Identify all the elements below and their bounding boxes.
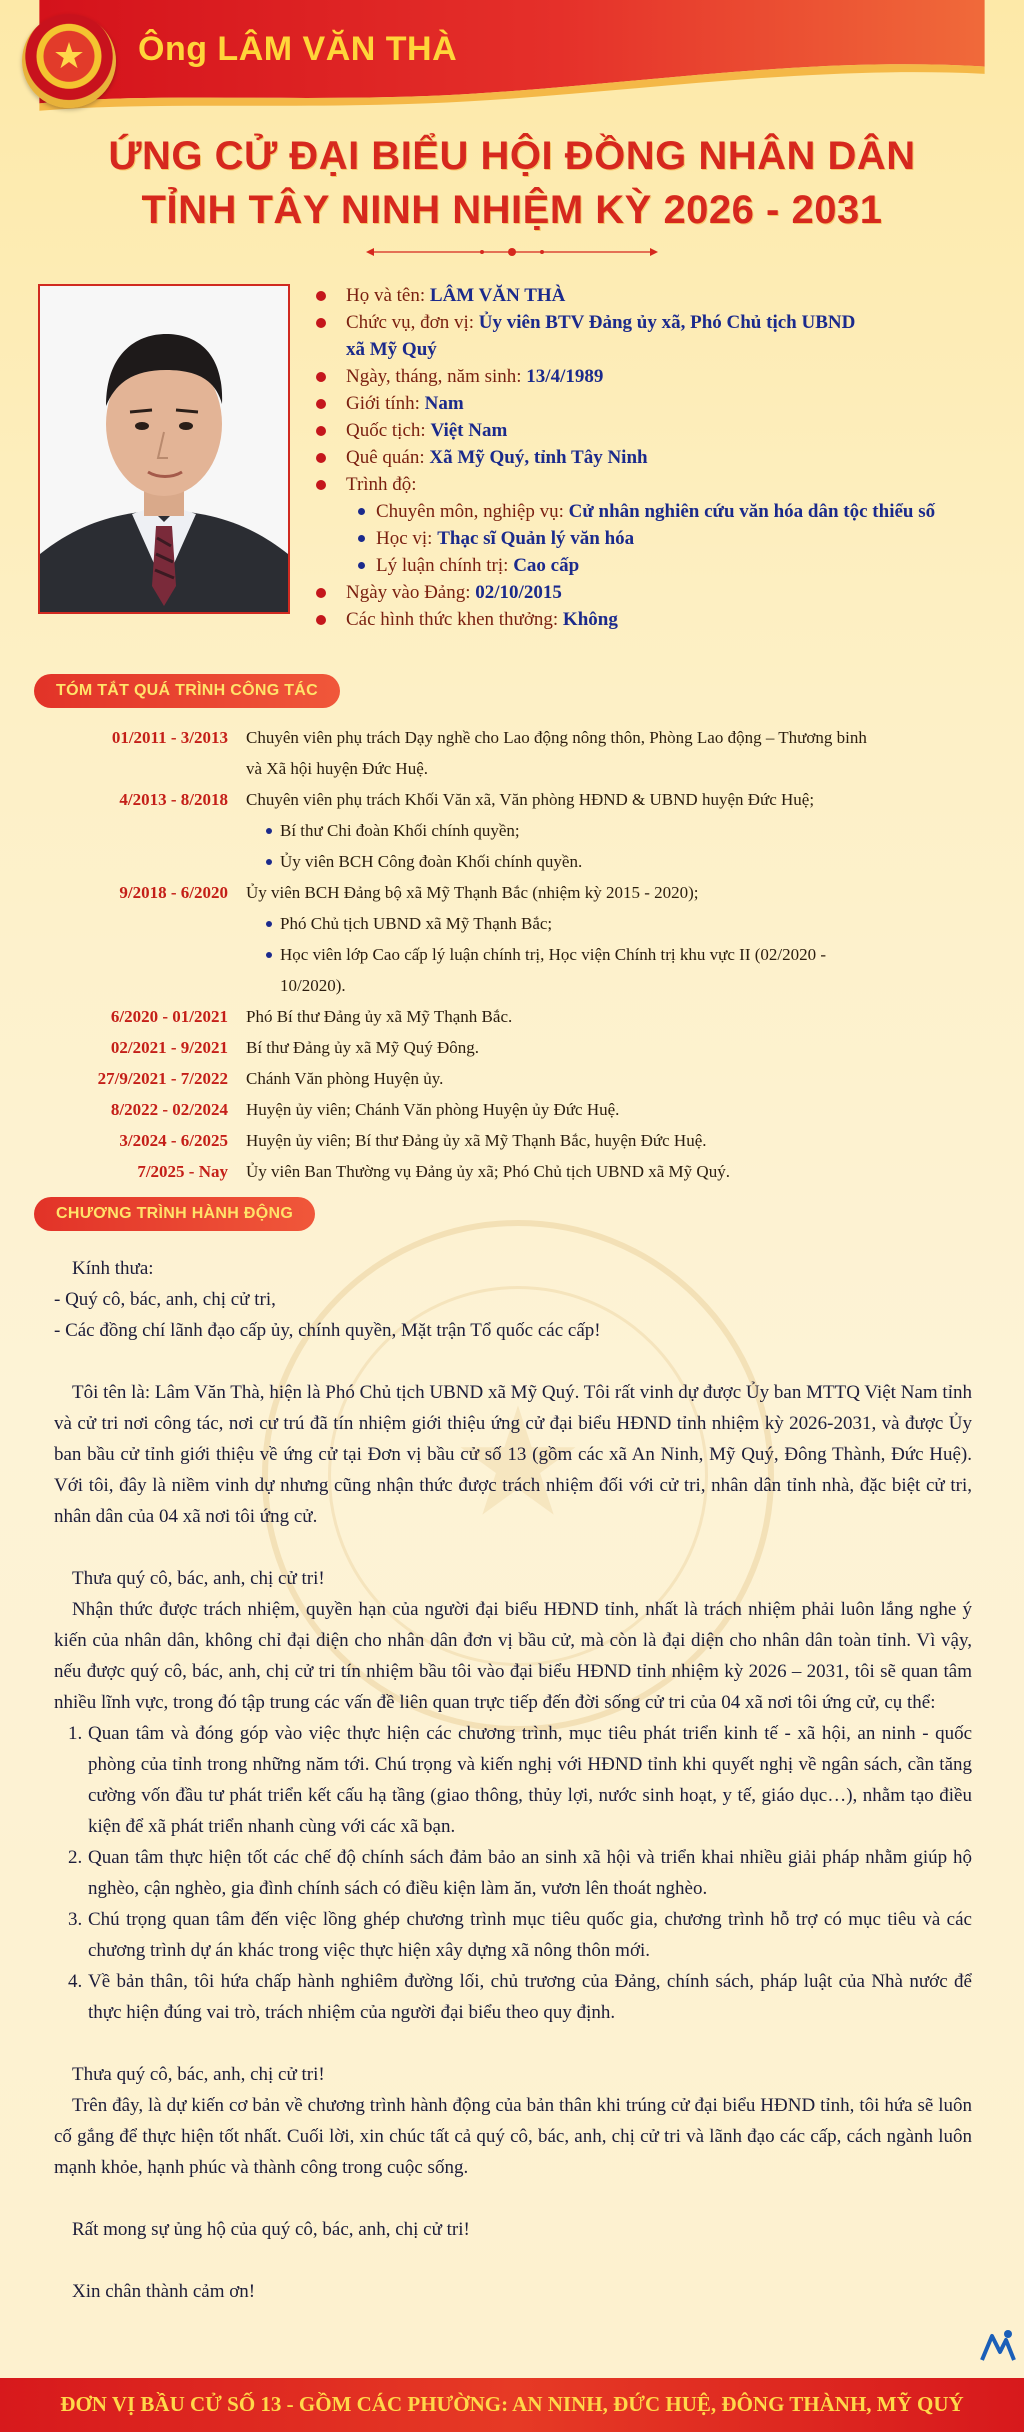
national-emblem-icon: ★ <box>22 14 116 108</box>
pledge-item: 3. Chú trọng quan tâm đến việc lồng ghép chương trình mục tiêu quốc gia, chương trình hỗ trợ có mục tiêu và các chương trình dự án khác trong việc thực hiện xây dựng xã nông thôn mới. <box>68 1909 972 1961</box>
publisher-logo-icon <box>978 2326 1018 2366</box>
speech-greet-leaders: - Các đồng chí lãnh đạo cấp ủy, chính quyền, Mặt trận Tổ quốc các cấp! <box>54 1320 601 1341</box>
spacer <box>54 2183 972 2214</box>
timeline-desc: Huyện ủy viên; Bí thư Đảng ủy xã Mỹ Thạnh Bắc, huyện Đức Huệ. <box>246 1131 707 1150</box>
info-education: Trình độ: <box>316 471 1006 498</box>
main-title-line2: TỈNH TÂY NINH NHIỆM KỲ 2026 - 2031 <box>141 188 883 232</box>
timeline-date: 02/2021 - 9/2021 <box>110 1038 228 1057</box>
timeline-date: 01/2011 - 3/2013 <box>111 728 228 747</box>
info-degree: Học vị: Thạc sĩ Quản lý văn hóa <box>316 525 1006 552</box>
main-title-line1: ỨNG CỬ ĐẠI BIỂU HỘI ĐỒNG NHÂN DÂN <box>108 134 916 178</box>
timeline-date: 8/2022 - 02/2024 <box>110 1100 228 1119</box>
timeline-bullet: Học viên lớp Cao cấp lý luận chính trị, Học viện Chính trị khu vực II (02/2020 - <box>266 939 1000 970</box>
timeline-bullet: Bí thư Chi đoàn Khối chính quyền; <box>266 815 1000 846</box>
timeline-desc: Huyện ủy viên; Chánh Văn phòng Huyện ủy Đức Huệ. <box>246 1100 620 1119</box>
footer-electoral-unit: ĐƠN VỊ BẦU CỬ SỐ 13 - GỒM CÁC PHƯỜNG: AN NINH, ĐỨC HUỆ, ĐÔNG THÀNH, MỸ QUÝ <box>60 2392 964 2416</box>
timeline-bullet-cont: 10/2020). <box>280 976 346 995</box>
work-history-heading: TÓM TẮT QUÁ TRÌNH CÔNG TÁC <box>34 674 340 708</box>
timeline-desc: Ủy viên BCH Đảng bộ xã Mỹ Thạnh Bắc (nhiệm kỳ 2015 - 2020); <box>246 883 699 902</box>
info-position-cont: xã Mỹ Quý <box>346 339 437 360</box>
timeline-desc: Bí thư Đảng ủy xã Mỹ Quý Đông. <box>246 1038 480 1057</box>
portrait-illustration <box>40 286 288 612</box>
speech-greeting: Kính thưa: <box>72 1258 154 1279</box>
footer-band <box>0 2378 1024 2432</box>
timeline-desc: Chuyên viên phụ trách Dạy nghề cho Lao động nông thôn, Phòng Lao động – Thương binh <box>246 728 867 747</box>
speech-address: Thưa quý cô, bác, anh, chị cử tri! <box>72 1568 325 1589</box>
timeline-date: 6/2020 - 01/2021 <box>110 1007 228 1026</box>
timeline-date: 4/2013 - 8/2018 <box>119 790 228 809</box>
pledge-item: 1. Quan tâm và đóng góp vào việc thực hiện các chương trình, mục tiêu phát triển kinh tế - xã hội, an ninh - quốc phòng của tỉnh trong những năm tới. Chú trọng và kiến nghị với HĐND tỉnh khi quyết nghị về ngân sách, cần tăng cường vốn đầu tư phát triển kết cấu hạ tầng (giao thông, thủy lợi, nước sinh hoạt, y tế, giáo dục…), nhằm tạo điều kiện để xã phát triển nhanh cùng với các xã bạn. <box>68 1723 972 1837</box>
speech-support: Rất mong sự ủng hộ của quý cô, bác, anh, chị cử tri! <box>72 2219 470 2240</box>
timeline-date: 27/9/2021 - 7/2022 <box>97 1069 228 1088</box>
timeline-date: 7/2025 - Nay <box>137 1162 228 1181</box>
info-gender: Giới tính: Nam <box>316 390 1006 417</box>
speech-body-paragraph: Nhận thức được trách nhiệm, quyền hạn của người đại biểu HĐND tỉnh, nhất là trách nhiệm phải luôn lắng nghe ý kiến của nhân dân, không chỉ đại diện cho nhân dân đơn vị bầu cử, mà còn là đại diện cho nhân dân toàn tỉnh. Vì vậy, nếu được quý cô, bác, anh, chị cử tri tín nhiệm bầu tôi vào đại biểu HĐND tỉnh nhiệm kỳ 2026 – 2031, tôi sẽ quan tâm nhiều lĩnh vực, trong đó tập trung các vấn đề liên quan trực tiếp đến đời sống cử tri của 04 xã nơi tôi ứng cử, cụ thể: <box>54 1599 972 1713</box>
info-dob: Ngày, tháng, năm sinh: 13/4/1989 <box>316 363 1006 390</box>
info-full-name: Họ và tên: LÂM VĂN THÀ <box>316 282 1006 309</box>
spacer <box>54 1346 972 1377</box>
timeline-date: 9/2018 - 6/2020 <box>119 883 228 902</box>
info-party-date: Ngày vào Đảng: 02/10/2015 <box>316 579 1006 606</box>
timeline-desc: Chuyên viên phụ trách Khối Văn xã, Văn phòng HĐND & UBND huyện Đức Huệ; <box>246 790 815 809</box>
candidate-portrait <box>38 284 290 614</box>
info-specialty: Chuyên môn, nghiệp vụ: Cử nhân nghiên cứu văn hóa dân tộc thiểu số <box>316 498 1006 525</box>
info-position: Chức vụ, đơn vị: Ủy viên BTV Đảng ủy xã, Phó Chủ tịch UBND <box>316 309 1006 336</box>
timeline-desc: Chánh Văn phòng Huyện ủy. <box>246 1069 444 1088</box>
speech-intro: Tôi tên là: Lâm Văn Thà, hiện là Phó Chủ tịch UBND xã Mỹ Quý. Tôi rất vinh dự được Ủy ban MTTQ Việt Nam tỉnh và cử tri nơi công tác, nơi cư trú đã tín nhiệm giới thiệu ứng cử đại biểu HĐND tỉnh nhiệm kỳ 2026-2031, và được Ủy ban bầu cử tỉnh giới thiệu về ứng cử tại Đơn vị bầu cử số 13 (gồm các xã An Ninh, Mỹ Quý, Đông Thành, Đức Huệ). Với tôi, đây là niềm vinh dự nhưng cũng nhận thức được trách nhiệm đối với cử tri, nhân dân tỉnh nhà, đặc biệt cử tri, nhân dân của 04 xã nơi tôi ứng cử. <box>54 1382 972 1527</box>
speech-body <box>54 1253 972 2307</box>
speech-thanks: Xin chân thành cảm ơn! <box>72 2281 256 2302</box>
speech-address: Thưa quý cô, bác, anh, chị cử tri! <box>72 2064 325 2085</box>
info-hometown: Quê quán: Xã Mỹ Quý, tỉnh Tây Ninh <box>316 444 1006 471</box>
pledge-item: 2. Quan tâm thực hiện tốt các chế độ chính sách đảm bảo an sinh xã hội và triển khai nhiều giải pháp nhằm giúp hộ nghèo, cận nghèo, gia đình chính sách có điều kiện làm ăn, vươn lên thoát nghèo. <box>68 1847 972 1899</box>
candidate-name-heading: Ông LÂM VĂN THÀ <box>138 30 458 68</box>
speech-greet-voters: - Quý cô, bác, anh, chị cử tri, <box>54 1289 276 1310</box>
title-divider-ornament <box>362 246 662 258</box>
timeline-bullet: Ủy viên BCH Công đoàn Khối chính quyền. <box>266 846 1000 877</box>
spacer <box>54 1532 972 1563</box>
action-program-heading: CHƯƠNG TRÌNH HÀNH ĐỘNG <box>34 1197 315 1231</box>
spacer <box>54 2245 972 2276</box>
candidate-info-list <box>316 282 1006 633</box>
timeline-bullet: Phó Chủ tịch UBND xã Mỹ Thạnh Bắc; <box>266 908 1000 939</box>
pledge-item: 4. Về bản thân, tôi hứa chấp hành nghiêm đường lối, chủ trương của Đảng, chính sách, pháp luật của Nhà nước để thực hiện đúng vai trò, trách nhiệm của người đại biểu theo quy định. <box>68 1971 972 2023</box>
timeline-desc: Phó Bí thư Đảng ủy xã Mỹ Thạnh Bắc. <box>246 1007 513 1026</box>
speech-closing: Trên đây, là dự kiến cơ bản về chương trình hành động của bản thân khi trúng cử đại biểu HĐND tỉnh, tôi hứa sẽ luôn cố gắng để thực hiện tốt nhất. Cuối lời, xin chúc tất cả quý cô, bác, anh, chị cử tri và lãnh đạo các cấp, cách ngành luôn mạnh khỏe, hạnh phúc và thành công trong cuộc sống. <box>54 2095 972 2178</box>
timeline-desc: và Xã hội huyện Đức Huệ. <box>246 759 428 778</box>
spacer <box>54 2028 972 2059</box>
info-nationality: Quốc tịch: Việt Nam <box>316 417 1006 444</box>
timeline-date: 3/2024 - 6/2025 <box>119 1131 228 1150</box>
info-awards: Các hình thức khen thưởng: Không <box>316 606 1006 633</box>
timeline-desc: Ủy viên Ban Thường vụ Đảng ủy xã; Phó Chủ tịch UBND xã Mỹ Quý. <box>246 1162 730 1181</box>
info-politics: Lý luận chính trị: Cao cấp <box>316 552 1006 579</box>
